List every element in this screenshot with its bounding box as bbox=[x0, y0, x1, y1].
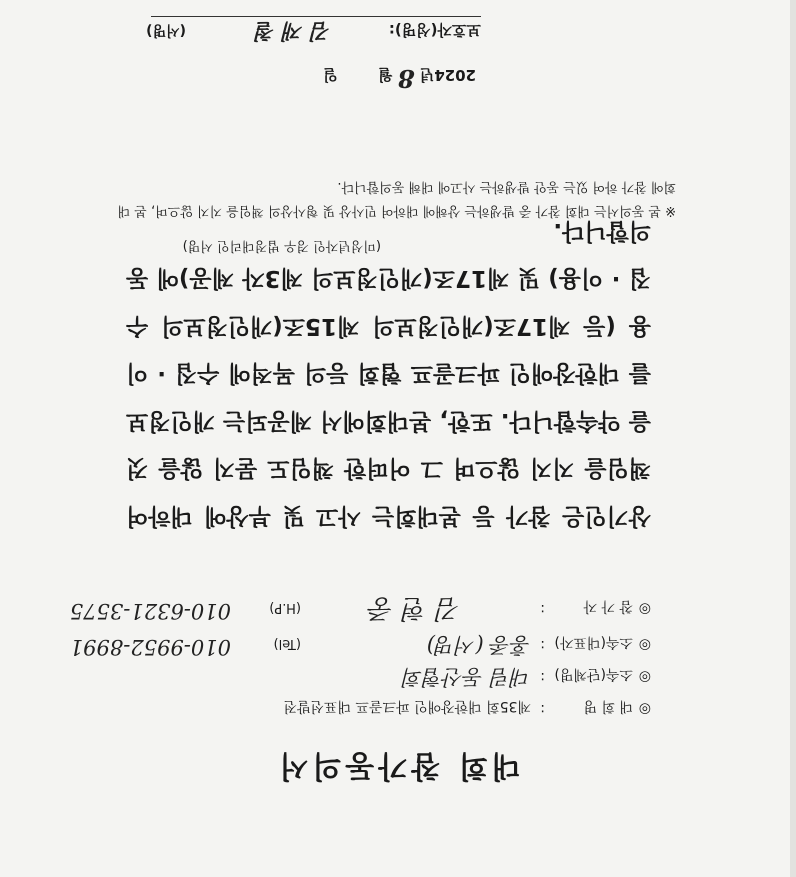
handwritten-representative: 홍종 (서명) bbox=[426, 633, 531, 657]
hp-label: (H.P) bbox=[269, 600, 301, 615]
consent-body: 상기인은 참가 등 본대회는 사고 및 부상에 대하여 책임을 지지 않으며 그 어떠한 책임도 묻지 않을 것을 약속합니다. 또한, 본대회에서 제공되는 개인정보를 대한장애인 파크골프 협회 등의 목적에 수집 · 이용 (등 제17조(개인정보의 제15조(개인정보의 수집 · 이용) 및 제17조(개인정보의 제3자 제공)에 동의합니다. bbox=[126, 218, 651, 529]
field-value: 제35회 대한장애인 파크골프 대표선발전 bbox=[283, 698, 531, 714]
field-label: 소속(대표자) bbox=[554, 634, 633, 650]
handwritten-tel: 010-9952-8991 bbox=[69, 635, 231, 659]
colon: : bbox=[540, 701, 545, 717]
handwritten-hp: 010-6321-3575 bbox=[69, 599, 231, 623]
field-label: 대 회 명 bbox=[583, 698, 633, 714]
field-label: 참 가 자 bbox=[583, 598, 633, 614]
date-year: 2024년 bbox=[419, 66, 476, 84]
seal-mark: (서명) bbox=[146, 22, 186, 38]
disclaimer-note: ※ 본 동의서는 대회 참가 중 발생하는 상해에 대하여 민사상 및 형사상의 책임을 지지 않으며, 본 대회에 참가 하여 있는 동안 발생하는 사고에 대해 동의합니다. bbox=[117, 179, 676, 218]
signature-label: 보호자(성명): bbox=[388, 21, 481, 39]
form-title: 대회 참가동의서 bbox=[275, 748, 521, 783]
handwritten-participant: 김 현 중 bbox=[369, 593, 461, 623]
bullet-icon: ◎ bbox=[638, 637, 651, 653]
handwritten-month: 8 bbox=[397, 64, 415, 93]
guardian-note: (미성년자인 경우 법정대리인 서명) bbox=[182, 238, 381, 253]
month-suffix: 월 bbox=[378, 66, 393, 84]
signature-line bbox=[151, 16, 481, 17]
colon: : bbox=[540, 637, 545, 653]
colon: : bbox=[540, 601, 545, 617]
scan-edge bbox=[790, 0, 796, 877]
colon: : bbox=[540, 669, 545, 685]
bullet-icon: ◎ bbox=[638, 669, 651, 685]
field-label: 소속(단체명) bbox=[554, 666, 633, 682]
day-suffix: 일 bbox=[323, 66, 338, 84]
handwritten-guardian-name: 김 재 철 bbox=[255, 19, 331, 44]
date-line bbox=[323, 64, 476, 93]
bullet-icon: ◎ bbox=[638, 601, 651, 617]
tel-label: (Tel) bbox=[273, 636, 301, 651]
bullet-icon: ◎ bbox=[638, 701, 651, 717]
handwritten-group-name: 대림 동산협회 bbox=[402, 665, 531, 689]
